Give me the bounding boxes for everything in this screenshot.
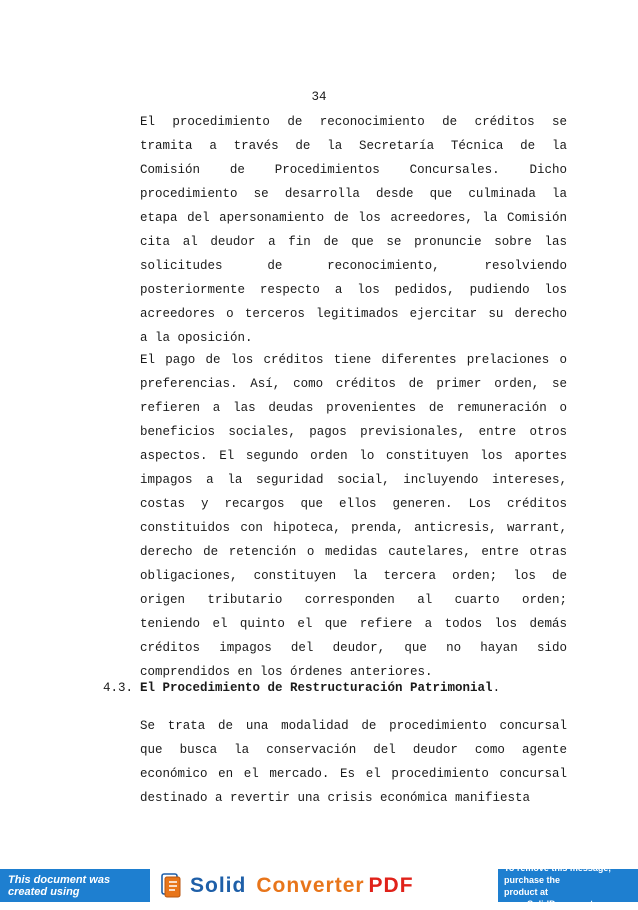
section-number: 4.3. (103, 681, 134, 695)
text-line: origen tributario corresponden al cuarto orden; (140, 593, 567, 607)
brand-solid: Solid (190, 873, 247, 897)
text-line: El pago de los créditos tiene diferentes prelaciones o (140, 353, 567, 367)
page-number: 34 (311, 90, 327, 104)
text-line: tramita a través de la Secretaría Técnica de la (140, 139, 567, 153)
text-line: procedimiento se desarrolla desde que culminada la (140, 187, 567, 201)
text-line: costas y recargos que ellos generen. Los créditos (140, 497, 567, 511)
banner-brand (150, 869, 498, 902)
text-line: económico en el mercado. Es el procedimiento concursal (140, 767, 567, 781)
text-line: a la oposición. (140, 331, 253, 345)
solid-converter-logo-icon (160, 873, 182, 898)
section-title: El Procedimiento de Restructuración Patrimonial (140, 681, 493, 695)
text-line: aspectos. El segundo orden lo constituyen los aportes (140, 449, 567, 463)
text-line: obligaciones, constituyen la tercera orden; los de (140, 569, 567, 583)
watermark-banner[interactable] (0, 862, 638, 909)
text-line: cita al deudor a fin de que se pronuncie sobre las (140, 235, 567, 249)
section-title-period: . (492, 681, 501, 695)
text-line: beneficios sociales, pagos previsionales, entre otros (140, 425, 567, 439)
text-line: preferencias. Así, como créditos de primer orden, se (140, 377, 567, 391)
text-line: Se trata de una modalidad de procedimiento concursal (140, 719, 567, 733)
text-line: etapa del apersonamiento de los acreedores, la Comisión (140, 211, 567, 225)
text-line: Comisión de Procedimientos Concursales. Dicho (140, 163, 567, 177)
banner-right-line-2: product at www.SolidDocuments.com (504, 886, 620, 909)
text-line: constituidos con hipoteca, prenda, anticresis, warrant, (140, 521, 567, 535)
banner-right-line-1: To remove this message, purchase the (504, 862, 611, 885)
text-line: El procedimiento de reconocimiento de créditos se (140, 115, 567, 129)
section-heading (103, 676, 500, 700)
brand-converter: Converter (256, 873, 365, 897)
paragraph-3 (140, 714, 567, 810)
text-line: refieren a las deudas provenientes de remuneración o (140, 401, 567, 415)
paragraph-2 (140, 348, 567, 684)
text-line: comprendidos en los órdenes anteriores. (140, 665, 433, 679)
text-line: acreedores o terceros legitimados ejercitar su derecho (140, 307, 567, 321)
banner-left-text: This document was created using (0, 869, 150, 902)
text-line: destinado a revertir una crisis económica manifiesta (140, 791, 531, 805)
text-line: impagos a la seguridad social, incluyendo intereses, (140, 473, 567, 487)
text-line: créditos impagos del deudor, que no hayan sido (140, 641, 567, 655)
banner-purchase-link[interactable] (498, 862, 638, 909)
brand-pdf: PDF (368, 873, 414, 897)
text-line: derecho de retención o medidas cautelares, entre otras (140, 545, 567, 559)
paragraph-1 (140, 110, 567, 350)
text-line: que busca la conservación del deudor como agente (140, 743, 567, 757)
text-line: teniendo el quinto el que refiere a todos los demás (140, 617, 567, 631)
text-line: posteriormente respecto a los pedidos, pudiendo los (140, 283, 567, 297)
text-line: solicitudes de reconocimiento, resolviendo (140, 259, 567, 273)
